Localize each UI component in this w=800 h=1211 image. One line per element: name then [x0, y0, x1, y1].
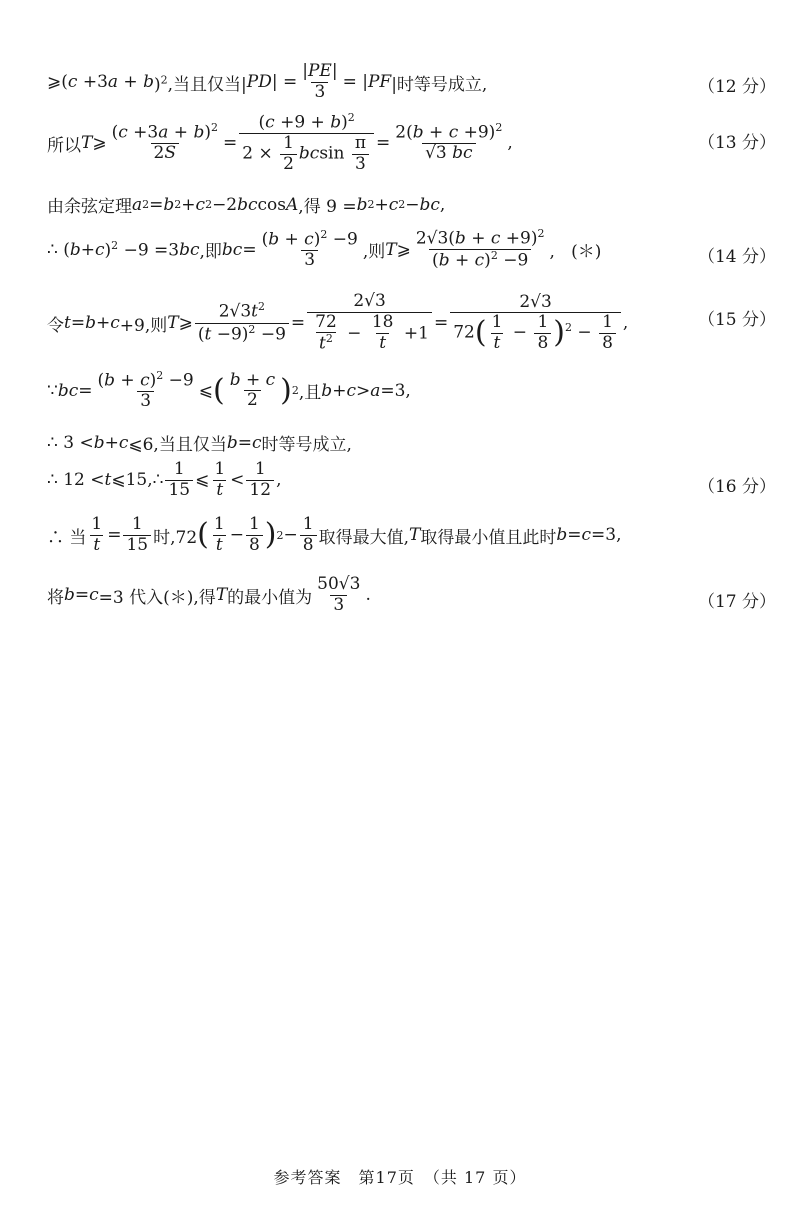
line-3: 由余弦定理 a 2 = b 2 + c 2 −2 bc cos A ,得 9 = b 2 + c 2 − bc ,	[47, 194, 446, 217]
score-15: （15 分）	[697, 310, 776, 330]
line-10: 将 b = c =3 代入(＊),得 T 的最小值为 $\frac{50√3}{3}$ .	[47, 574, 371, 615]
line-1: ⩾( c +3 a + b )$^2$,当且仅当| PD | = $\frac{|PE|}{3}$ = | PF |时等号成立,	[47, 61, 488, 102]
page-footer: 参考答案 第17页 （共 17 页）	[273, 1168, 527, 1187]
score-16: （16 分）	[697, 477, 776, 497]
line-4: ∴ ( b + c )$^2$ −9 =3 bc ,即 bc = $\frac{(b + c)^2 -9}{3}$ ,则 T ⩾ $\frac{2√3(b + c +9)^2}{(b + c)^2 -9}$ , (＊)	[47, 227, 602, 271]
line-8: ∴ 12 < t ⩽15,∴ $\frac{1}{15}$ ⩽ $\frac{1}{t}$ < $\frac{1}{12}$ ,	[47, 459, 282, 500]
line-7: ∴ 3 < b + c ⩽6,当且仅当 b = c 时等号成立,	[47, 432, 352, 455]
line-9: ∴ 当 $\frac{1}{t}$ = $\frac{1}{15}$ 时,72 ( $\frac{1}{t}$ − $\frac{1}{8}$ ) 2 − $\frac{1}{8}$ 取得最大值, T 取得最小值且此时 b = c =3,	[47, 514, 622, 555]
line-5: 令 t = b + c +9,则 T ⩾ $\frac{2√3t^2}{(t -9)^2 -9}$ = 2√3 $\frac{72}{t^2}$ − $\frac{18}{t}$ +1 = 2√3 72( $\frac{1}{t}$ − $\frac{1}{8}$ )$^2$ − $\frac{1}{8}$ ,	[47, 291, 629, 354]
line-6: ∵ bc = $\frac{(b + c)^2 -9}{3}$ ⩽ ( $\frac{b + c}{2}$ ) 2 ,且 b + c > a =3,	[47, 369, 411, 412]
score-14: （14 分）	[697, 247, 776, 267]
score-17: （17 分）	[697, 592, 776, 612]
score-12: （12 分）	[697, 77, 776, 97]
score-13: （13 分）	[697, 133, 776, 153]
line-2: 所以 T ⩾ $\frac{(c +3a + b)^2}{2S}$ = $(c +9 + b)^2$ 2 × $\frac{1}{2}$ bcsin $\frac{\pi}{3}$ = $\frac{2(b + c +9)^2}{√3 bc}$ ,	[47, 111, 513, 174]
